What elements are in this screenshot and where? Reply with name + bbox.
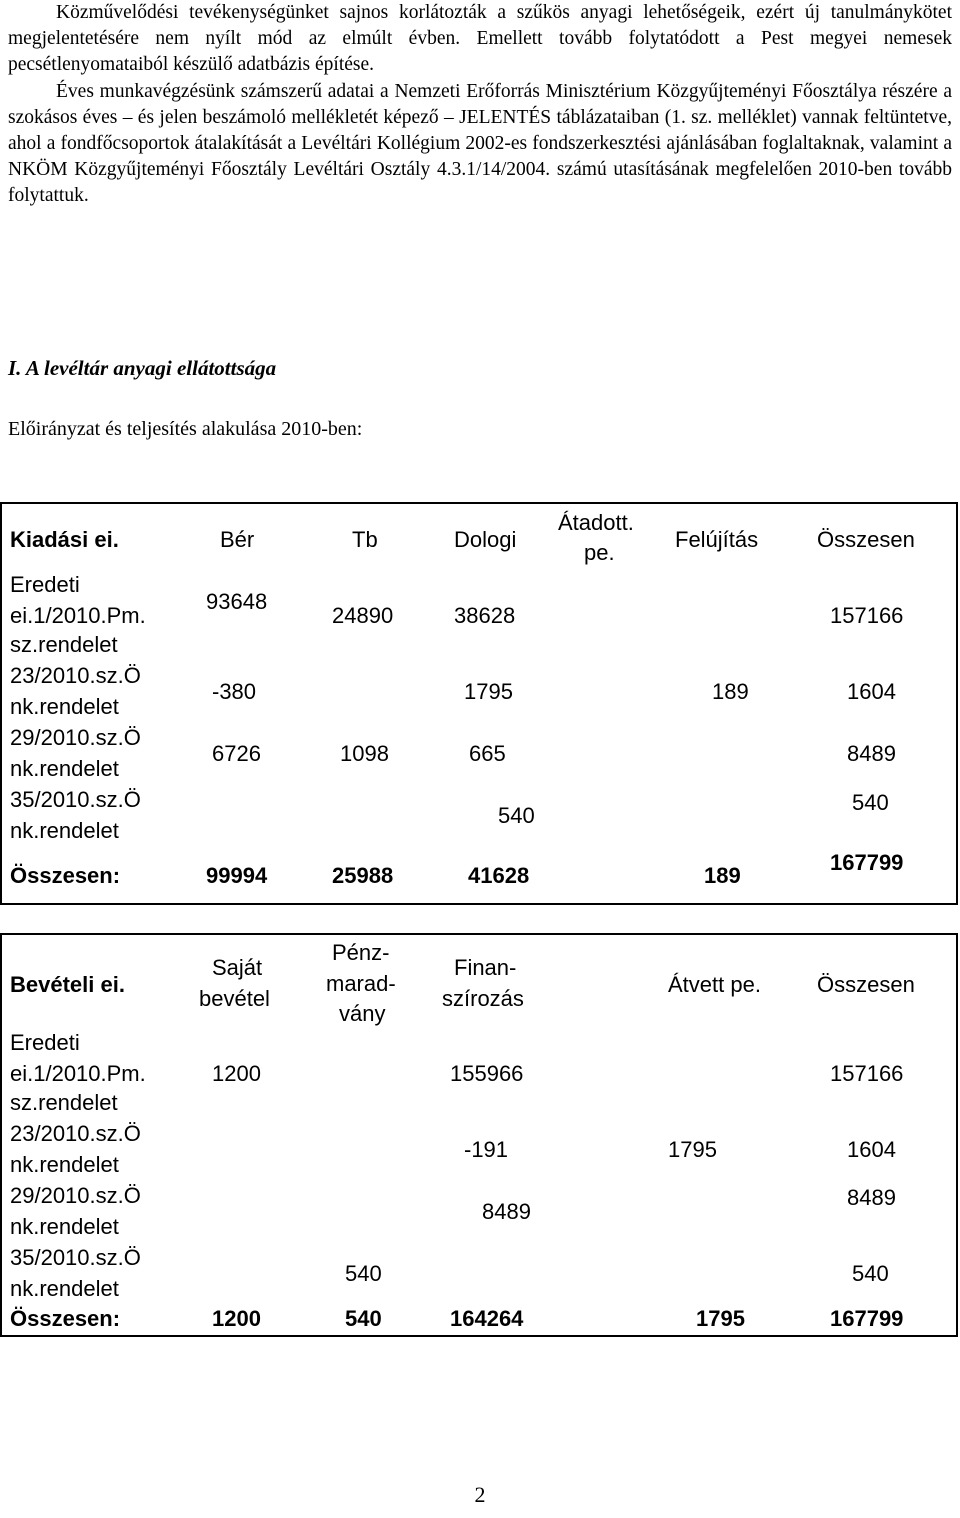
cell-value: -191: [464, 1137, 509, 1162]
header-osszesen: Összesen: [817, 972, 915, 997]
cell-value: 1795: [668, 1137, 717, 1162]
cell-value: 665: [469, 741, 506, 766]
header-atadott-pe: pe.: [584, 540, 615, 565]
header-tb: Tb: [352, 527, 378, 552]
header-bevételi: Bevételi ei.: [10, 972, 125, 997]
header-penz: vány: [339, 1001, 386, 1026]
paragraph-1: Közművelődési tevékenységünket sajnos korlátozták a szűkös anyagi lehetőségeik, ezért új tanulmánykötet megjelentetésére nem nyílt mód az elmúlt évben. Emellett tovább folytatódott a Pest megyei nemesek pecsétlenyomataiból készülő adatbázis építése.: [8, 2, 952, 76]
cell-value: 8489: [847, 1185, 896, 1210]
intro-paragraph: [8, 0, 952, 210]
row-label: 23/2010.sz.Ö: [10, 1121, 141, 1146]
cell-value: 157166: [830, 1061, 904, 1086]
revenue-table: [0, 933, 958, 1337]
row-label: nk.rendelet: [10, 1152, 119, 1177]
total-value: 25988: [332, 863, 394, 888]
cell-value: 24890: [332, 603, 394, 628]
section-subheading: Előirányzat és teljesítés alakulása 2010-ben:: [8, 418, 363, 440]
row-label: nk.rendelet: [10, 1276, 119, 1301]
row-label: nk.rendelet: [10, 818, 119, 843]
row-label: ei.1/2010.Pm.: [10, 603, 146, 628]
header-finan: Finan-: [454, 955, 517, 980]
header-sajat: bevétel: [199, 986, 270, 1011]
total-value: 1795: [696, 1306, 745, 1331]
total-value: 1200: [212, 1306, 261, 1331]
cell-value: 93648: [206, 589, 268, 614]
row-label: 29/2010.sz.Ö: [10, 725, 141, 750]
cell-value: 540: [345, 1261, 382, 1286]
cell-value: 1200: [212, 1061, 261, 1086]
row-label: Eredeti: [10, 572, 80, 597]
row-label: ei.1/2010.Pm.: [10, 1061, 146, 1086]
cell-value: 540: [852, 1261, 889, 1286]
row-label: nk.rendelet: [10, 756, 119, 781]
row-label: sz.rendelet: [10, 632, 118, 657]
cell-value: 38628: [454, 603, 516, 628]
header-atvett: Átvett pe.: [668, 972, 761, 997]
cell-value: 189: [712, 679, 749, 704]
row-label: nk.rendelet: [10, 694, 119, 719]
cell-value: 155966: [450, 1061, 524, 1086]
cell-value: 1795: [464, 679, 513, 704]
row-label: nk.rendelet: [10, 1214, 119, 1239]
total-label: Összesen:: [10, 863, 121, 888]
cell-value: 1098: [340, 741, 389, 766]
total-value: 41628: [468, 863, 530, 888]
cell-value: 540: [852, 790, 889, 815]
header-atadott: Átadott.: [558, 510, 634, 535]
expenditure-table: [0, 502, 958, 905]
total-value: 167799: [830, 850, 904, 875]
row-label: 29/2010.sz.Ö: [10, 1183, 141, 1208]
page-number: 2: [474, 1482, 486, 1507]
total-value: 540: [345, 1306, 382, 1331]
header-penz: marad-: [326, 971, 396, 996]
paragraph-2: Éves munkavégzésünk számszerű adatai a Nemzeti Erőforrás Minisztérium Közgyűjteményi Főosztálya részére a szokásos éves – és jelen beszámoló mellékletét képező – JELENTÉS táblázataiban (1. sz. melléklet) vannak feltüntetve, ahol a fondfőcsoportok átalakítását a Levéltári Kollégium 2002-es fondszerkesztési ajánlásában foglaltaknak, valamint a NKÖM Közgyűjteményi Főosztály Levéltári Osztály 4.3.1/14/2004. számú utasításának megfelelően 2010-ben tovább folytattuk.: [8, 80, 952, 207]
cell-value: -380: [212, 679, 257, 704]
header-penz: Pénz-: [332, 940, 390, 965]
row-label: sz.rendelet: [10, 1090, 118, 1115]
total-value: 164264: [450, 1306, 524, 1331]
cell-value: 6726: [212, 741, 261, 766]
total-value: 189: [704, 863, 741, 888]
section-heading: I. A levéltár anyagi ellátottsága: [8, 356, 277, 380]
header-felujitas: Felújítás: [675, 527, 759, 552]
cell-value: 1604: [847, 679, 896, 704]
header-kiadasi: Kiadási ei.: [10, 527, 119, 552]
total-value: 167799: [830, 1306, 904, 1331]
cell-value: 8489: [847, 741, 896, 766]
row-label: 35/2010.sz.Ö: [10, 1245, 141, 1270]
header-osszesen: Összesen: [817, 527, 915, 552]
row-label: 35/2010.sz.Ö: [10, 787, 141, 812]
cell-value: 8489: [482, 1199, 531, 1224]
header-dologi: Dologi: [454, 527, 517, 552]
cell-value: 157166: [830, 603, 904, 628]
cell-value: 540: [498, 803, 535, 828]
total-label: Összesen:: [10, 1306, 121, 1331]
row-label: Eredeti: [10, 1030, 80, 1055]
cell-value: 1604: [847, 1137, 896, 1162]
row-label: 23/2010.sz.Ö: [10, 663, 141, 688]
header-finan: szírozás: [442, 986, 524, 1011]
header-sajat: Saját: [212, 955, 263, 980]
header-ber: Bér: [220, 527, 255, 552]
total-value: 99994: [206, 863, 268, 888]
